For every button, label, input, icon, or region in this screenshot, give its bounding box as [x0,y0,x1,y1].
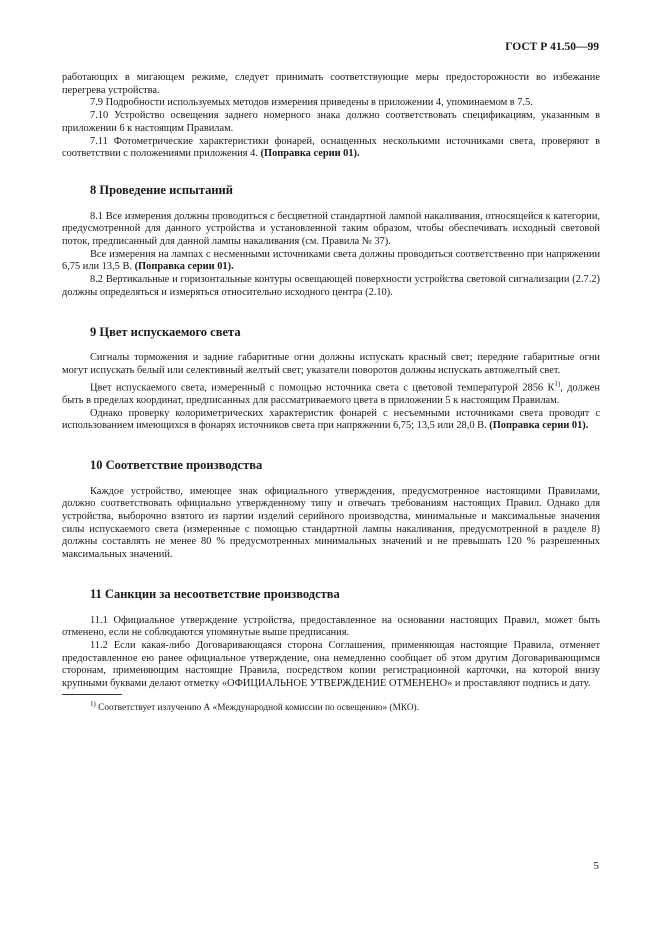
section-heading: 10 Соответствие производства [90,457,263,472]
paragraph-text: , должен быть в пределах координат, предписанных для рассматриваемого цвета в приложении 5 к настоящим Правилам. [62,382,600,406]
paragraph [62,249,600,274]
paragraph [62,274,600,299]
amendment-note: (Поправка серии 01). [260,148,360,160]
paragraph [62,110,600,135]
footnote-text: Соответствует излучению А «Международной комиссии по освещению» (МКО). [95,702,419,713]
paragraph [62,408,600,433]
paragraph [62,615,600,640]
paragraph-text: Однако проверку колориметрических характеристик фонарей с несъемными источниками света проводят с использованием имеющихся в фонарях источников света при напряжении 6,75; 13,5 или 28,0 В. [62,407,600,432]
footnote-mark: 1) [90,699,96,708]
footnote-separator [62,694,122,695]
page-number: 5 [593,860,599,872]
paragraph [62,97,600,110]
paragraph-text: Каждое устройство, имеющее знак официального утверждения, предусмотренное настоящими Правилами, должно соответствовать официально утвержденному типу и отвечать требованиям настоящих Правил. Однако для устройства, выборочно взятого из партии изделий серийного производства, минимальные и максимальные значения силы испускаемого света (измеренные с помощью стандартной лампы накаливания, предусмотренной в разделе 8) должны составлять не менее 80 % предусмотренных минимальных значений и не превышать 120 % разрешенных максимальных значений. [62,485,600,561]
paragraph-text: Все измерения на лампах с несменными источниками света должны проводиться соответственно при напряжении 6,75 или 13,5 В. [62,248,600,273]
paragraph [62,136,600,161]
paragraph [62,72,600,97]
paragraph [62,211,600,249]
paragraph-text: Цвет испускаемого света, измеренный с помощью источника света с цветовой температурой 2856 К [90,382,555,394]
paragraph [62,352,600,377]
section-heading: 8 Проведение испытаний [90,182,233,197]
paragraph-text: работающих в мигающем режиме, следует принимать соответствующие меры предосторожности во избежание перегрева устройства. [62,72,600,96]
paragraph-text: Сигналы торможения и задние габаритные огни должны испускать красный свет; передние габаритные огни могут испускать белый или селективный желтый свет; указатели поворотов должны испускать автожелтый свет. [62,352,600,376]
footnote-reference: 1) [554,379,561,388]
paragraph [62,486,600,562]
section-heading: 11 Санкции за несоответствие производства [90,586,340,601]
document-code-header: ГОСТ Р 41.50—99 [505,41,599,53]
paragraph-text: 7.11 Фотометрические характеристики фонарей, оснащенных несколькими источниками света, проверяют в соответствии с положениями приложения 4. [62,135,600,160]
paragraph-text: 8.2 Вертикальные и горизонтальные контуры освещающей поверхности устройства световой сигнализации (2.7.2) должны определяться и измеряться относительно исходного центра (2.10). [62,274,600,298]
paragraph-text: 8.1 Все измерения должны проводиться с бесцветной стандартной лампой накаливания, относящейся к категории, предусмотренной для данного устройства и установленной таким образом, чтобы обеспечивать исходный световой поток, предписанный для данной лампы накаливания (см. Правила № 37). [62,210,600,248]
paragraph [62,640,600,691]
amendment-note: (Поправка серии 01). [134,261,234,273]
paragraph-text: 7.9 Подробности используемых методов измерения приведены в приложении 4, упоминаемом в 7.5. [90,97,533,109]
paragraph-text: 7.10 Устройство освещения заднего номерного знака должно соответствовать спецификациям, указанным в приложении 6 к настоящим Правилам. [62,110,600,134]
section-heading: 9 Цвет испускаемого света [90,324,241,339]
footnote [62,699,600,714]
paragraph-text: 11.2 Если какая-либо Договаривающаяся сторона Соглашения, применяющая настоящие Правила, отменяет предоставленное ею ранее официальное утверждение, она немедленно сообщает об этом другим Договаривающимся сторонам, применяющим настоящие Правила, посредством копии регистрационной карточки, на которой внизу крупными буквами делают отметку «ОФИЦИАЛЬНОЕ УТВЕРЖДЕНИЕ ОТМЕНЕНО» и проставляют подпись и дату. [62,639,600,690]
amendment-note: (Поправка серии 01). [489,420,589,432]
paragraph-text: 11.1 Официальное утверждение устройства, предоставленное на основании настоящих Правил, может быть отменено, если не соблюдаются упомянутые выше предписания. [62,614,600,639]
document-body [62,72,600,714]
paragraph [62,378,600,408]
